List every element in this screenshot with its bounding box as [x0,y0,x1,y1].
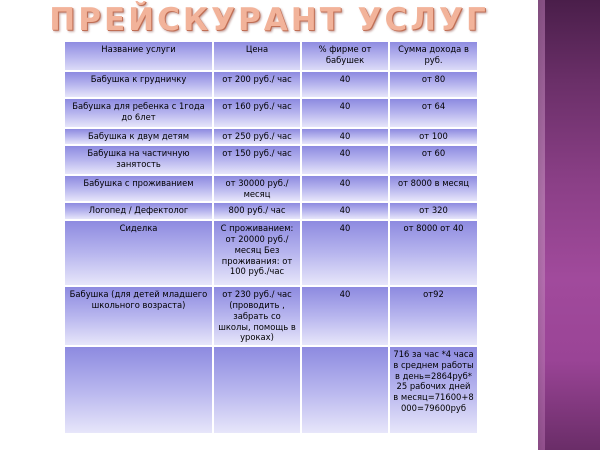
cell-income: от 100 [390,129,477,144]
cell-percent: 40 [302,72,388,97]
cell-income: от 320 [390,203,477,219]
cell-percent: 40 [302,287,388,345]
header-income: Сумма дохода в руб. [390,42,477,70]
table-row [65,203,477,219]
cell-price: от 30000 руб./ месяц [214,176,300,202]
cell-income: от 60 [390,146,477,174]
cell-percent: 40 [302,99,388,127]
cell-income: от 8000 в месяц [390,176,477,202]
cell-income: от 80 [390,72,477,97]
cell-service-name [65,347,212,433]
cell-price [214,347,300,433]
cell-service-name: Сиделка [65,221,212,285]
table-row [65,221,477,285]
price-table [63,40,479,435]
cell-service-name: Бабушка с проживанием [65,176,212,202]
header-percent: % фирме от бабушек [302,42,388,70]
table-row [65,129,477,144]
cell-service-name: Бабушка (для детей младшего школьного возраста) [65,287,212,345]
cell-service-name: Бабушка на частичную занятость [65,146,212,174]
page-title: ПРЕЙСКУРАНТ УСЛУГ [49,2,489,38]
header-price: Цена [214,42,300,70]
cell-income: от92 [390,287,477,345]
cell-price: от 200 руб./ час [214,72,300,97]
cell-price: от 230 руб./ час (проводить , забрать со школы, помощь в уроках) [214,287,300,345]
cell-percent: 40 [302,203,388,219]
cell-service-name: Бабушка для ребенка с 1года до 6лет [65,99,212,127]
cell-percent: 40 [302,221,388,285]
header-service-name: Название услуги [65,42,212,70]
table-row [65,347,477,433]
cell-price: С проживанием: от 20000 руб./месяц Без проживания: от 100 руб./час [214,221,300,285]
decorative-side-band [538,0,600,450]
cell-service-name: Логопед / Дефектолог [65,203,212,219]
table-row [65,99,477,127]
cell-service-name: Бабушка к двум детям [65,129,212,144]
cell-percent: 40 [302,146,388,174]
cell-service-name: Бабушка к грудничку [65,72,212,97]
cell-income: от 64 [390,99,477,127]
cell-income: 716 за час *4 часа в среднем работы в день=2864руб* 25 рабочих дней в месяц=71600+8 000=79600руб [390,347,477,433]
table-row [65,72,477,97]
table-row [65,146,477,174]
cell-income: от 8000 от 40 [390,221,477,285]
table-header-row [65,42,477,70]
cell-percent: 40 [302,176,388,202]
cell-price: от 150 руб./ час [214,146,300,174]
cell-price: от 250 руб./ час [214,129,300,144]
side-band-stripe [538,0,545,450]
cell-percent [302,347,388,433]
cell-percent: 40 [302,129,388,144]
table-row [65,287,477,345]
cell-price: от 160 руб./ час [214,99,300,127]
table-row [65,176,477,202]
cell-price: 800 руб./ час [214,203,300,219]
